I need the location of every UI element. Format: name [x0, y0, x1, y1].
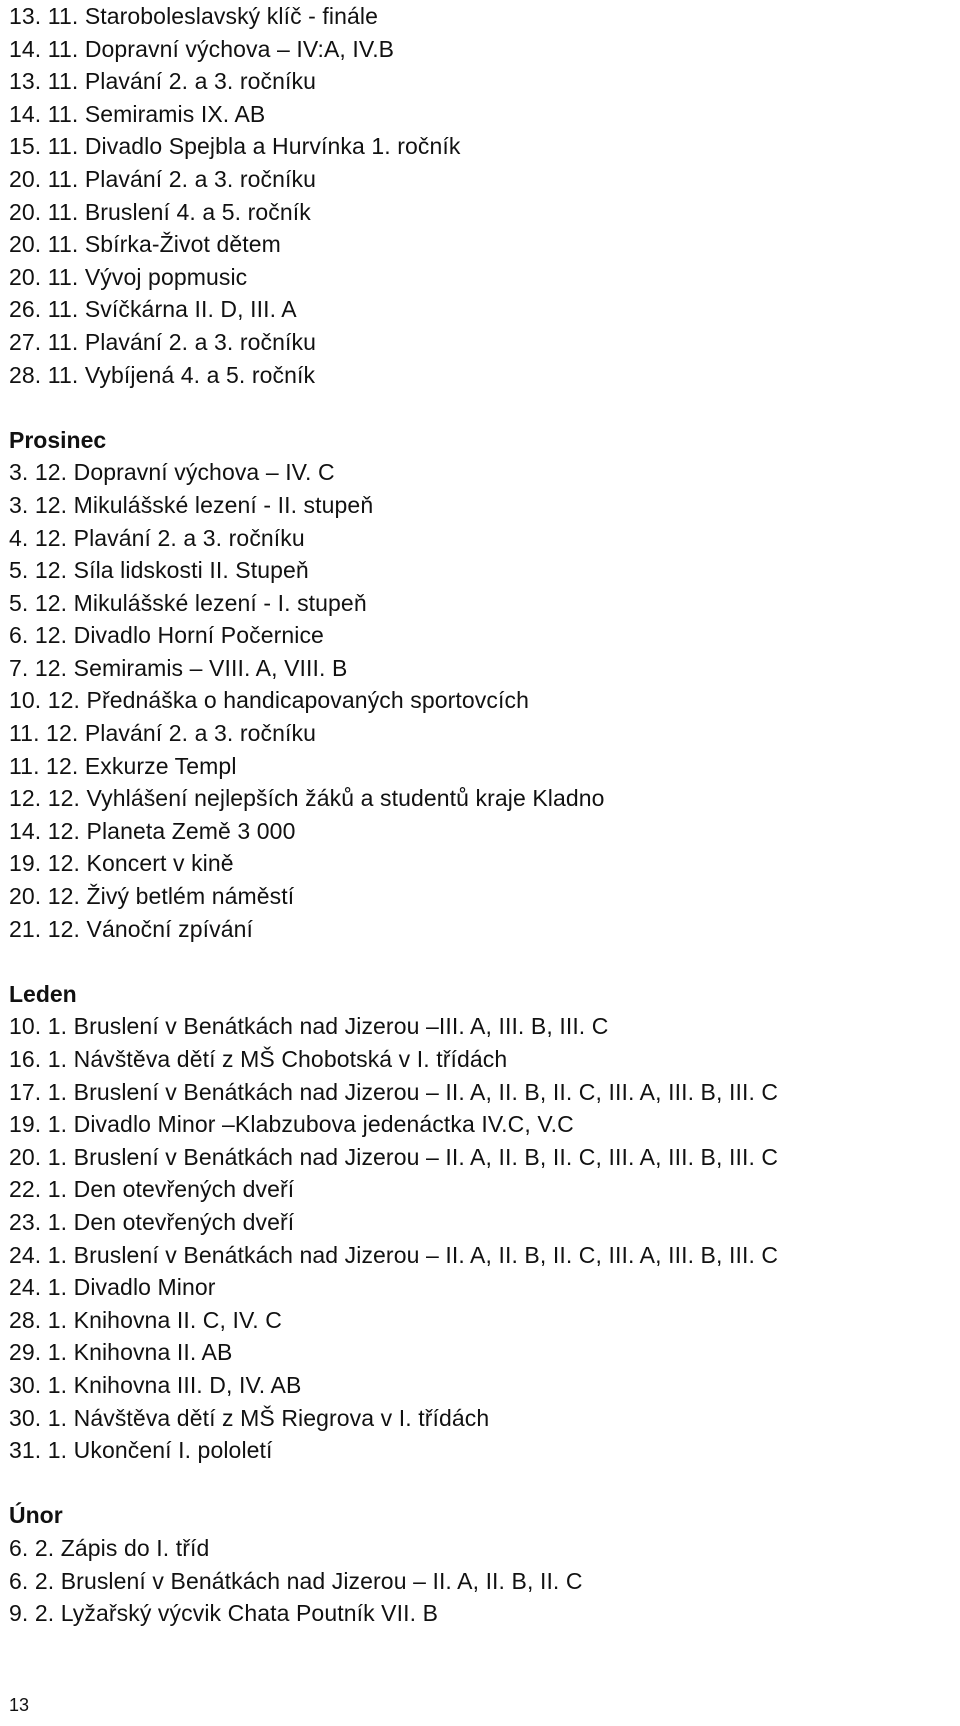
- event-line: 20. 11. Sbírka-Život dětem: [9, 231, 281, 258]
- event-line: 22. 1. Den otevřených dveří: [9, 1176, 295, 1203]
- event-line: 6. 12. Divadlo Horní Počernice: [9, 622, 324, 649]
- event-line: 14. 12. Planeta Země 3 000: [9, 817, 296, 844]
- event-line: 30. 1. Knihovna III. D, IV. AB: [9, 1371, 302, 1398]
- month-heading-leden: Leden: [9, 980, 77, 1007]
- event-line: 13. 11. Staroboleslavský klíč - finále: [9, 3, 378, 29]
- event-line: 29. 1. Knihovna II. AB: [9, 1339, 233, 1366]
- event-line: 28. 11. Vybíjená 4. a 5. ročník: [9, 361, 316, 388]
- section-gap: [9, 945, 960, 978]
- event-line: 15. 11. Divadlo Spejbla a Hurvínka 1. ročník: [9, 133, 461, 160]
- page-number: 13: [9, 1695, 30, 1715]
- event-line: 5. 12. Síla lidskosti II. Stupeň: [9, 557, 309, 584]
- event-line: 26. 11. Svíčkárna II. D, III. A: [9, 296, 297, 323]
- event-line: 10. 1. Bruslení v Benátkách nad Jizerou –III. A, III. B, III. C: [9, 1013, 609, 1040]
- event-line: 6. 2. Zápis do I. tříd: [9, 1534, 210, 1561]
- event-line: 9. 2. Lyžařský výcvik Chata Poutník VII. B: [9, 1600, 439, 1627]
- event-line: 6. 2. Bruslení v Benátkách nad Jizerou – II. A, II. B, II. C: [9, 1567, 583, 1594]
- event-line: 28. 1. Knihovna II. C, IV. C: [9, 1306, 282, 1333]
- leden-section: [9, 978, 960, 1467]
- unor-section: [9, 1499, 960, 1629]
- event-line: 17. 1. Bruslení v Benátkách nad Jizerou – II. A, II. B, II. C, III. A, III. B, III. C: [9, 1078, 779, 1105]
- event-line: 14. 11. Semiramis IX. AB: [9, 100, 266, 127]
- event-line: 3. 12. Dopravní výchova – IV. C: [9, 459, 335, 486]
- section-gap: [9, 391, 960, 424]
- prosinec-section: [9, 424, 960, 946]
- event-line: 24. 1. Divadlo Minor: [9, 1274, 216, 1301]
- event-line: 7. 12. Semiramis – VIII. A, VIII. B: [9, 654, 348, 681]
- event-line: 21. 12. Vánoční zpívání: [9, 915, 253, 942]
- month-heading-prosinec: Prosinec: [9, 426, 107, 453]
- event-line: 27. 11. Plavání 2. a 3. ročníku: [9, 328, 316, 355]
- event-line: 19. 12. Koncert v kině: [9, 850, 234, 877]
- event-line: 20. 11. Bruslení 4. a 5. ročník: [9, 198, 311, 225]
- event-line: 12. 12. Vyhlášení nejlepších žáků a studentů kraje Kladno: [9, 785, 605, 812]
- event-line: 11. 12. Exkurze Templ: [9, 752, 237, 779]
- event-line: 16. 1. Návštěva dětí z MŠ Chobotská v I. třídách: [9, 1046, 508, 1072]
- event-line: 23. 1. Den otevřených dveří: [9, 1208, 295, 1235]
- event-line: 3. 12. Mikulášské lezení - II. stupeň: [9, 491, 374, 518]
- event-line: 11. 12. Plavání 2. a 3. ročníku: [9, 720, 316, 747]
- event-line: 14. 11. Dopravní výchova – IV:A, IV.B: [9, 35, 395, 62]
- event-line: 13. 11. Plavání 2. a 3. ročníku: [9, 68, 316, 95]
- event-line: 31. 1. Ukončení I. pololetí: [9, 1437, 273, 1464]
- event-line: 20. 12. Živý betlém náměstí: [9, 883, 295, 910]
- event-line: 5. 12. Mikulášské lezení - I. stupeň: [9, 589, 367, 616]
- november-list: [9, 0, 960, 391]
- event-line: 30. 1. Návštěva dětí z MŠ Riegrova v I. třídách: [9, 1404, 490, 1431]
- event-line: 19. 1. Divadlo Minor –Klabzubova jedenáctka IV.C, V.C: [9, 1111, 574, 1138]
- event-line: 4. 12. Plavání 2. a 3. ročníku: [9, 524, 305, 551]
- section-gap: [9, 1467, 960, 1500]
- month-heading-unor: Únor: [9, 1502, 63, 1529]
- event-line: 10. 12. Přednáška o handicapovaných sportovcích: [9, 687, 529, 714]
- event-line: 24. 1. Bruslení v Benátkách nad Jizerou – II. A, II. B, II. C, III. A, III. B, III. C: [9, 1241, 779, 1268]
- event-line: 20. 1. Bruslení v Benátkách nad Jizerou – II. A, II. B, II. C, III. A, III. B, III. C: [9, 1143, 779, 1170]
- event-line: 20. 11. Vývoj popmusic: [9, 263, 248, 290]
- event-line: 20. 11. Plavání 2. a 3. ročníku: [9, 165, 316, 192]
